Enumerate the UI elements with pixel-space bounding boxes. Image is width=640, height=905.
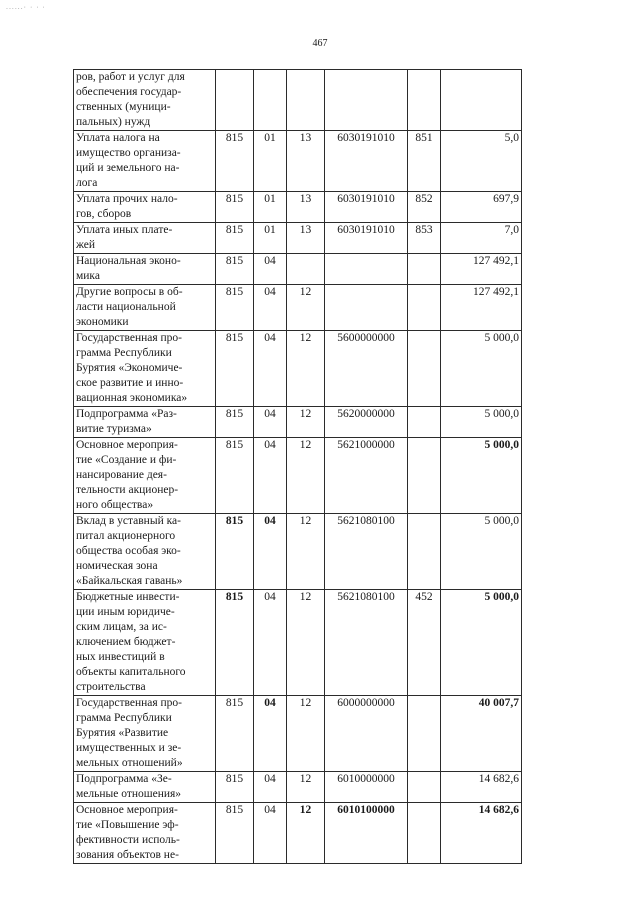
cell-amount: 127 492,1 [441,254,522,285]
cell-target-article-code: 5621000000 [325,438,408,514]
cell-item-name [74,438,216,514]
cell-target-article-code: 5620000000 [325,407,408,438]
item-name-line: ключением бюджет- [76,636,176,648]
cell-target-article-code: 6030191010 [325,131,408,192]
table-row [74,696,522,772]
table-row [74,331,522,407]
item-name-line: мельные отношения» [76,788,182,800]
item-name-line: ции иным юридиче- [76,606,175,618]
cell-expense-type-code: 853 [408,223,441,254]
cell-expense-type-code [408,70,441,131]
cell-subsection-code: 12 [287,590,325,696]
cell-target-article-code: 6030191010 [325,192,408,223]
cell-expense-type-code [408,514,441,590]
item-name-line: мика [76,270,100,282]
item-name-line: общества особая эко- [76,545,181,557]
item-name-line: ного общества» [76,499,154,511]
item-name-line: грамма Республики [76,712,172,724]
table-row [74,590,522,696]
cell-section-code: 01 [254,192,287,223]
cell-expense-type-code: 851 [408,131,441,192]
item-name-line: ных инвестиций в [76,651,165,663]
cell-expense-type-code: 452 [408,590,441,696]
cell-subsection-code: 12 [287,696,325,772]
cell-amount: 697,9 [441,192,522,223]
cell-section-code: 04 [254,590,287,696]
item-name-line: ским лицам, за ис- [76,621,167,633]
cell-item-name [74,514,216,590]
item-name-line: тие «Создание и фи- [76,454,177,466]
cell-amount: 40 007,7 [441,696,522,772]
cell-item-name [74,331,216,407]
item-name-line: Уплата прочих нало- [76,193,178,205]
item-name-line: питал акционерного [76,530,176,542]
item-name-line: ров, работ и услуг для [76,71,185,83]
cell-section-code: 04 [254,696,287,772]
item-name-line: ское развитие и инно- [76,377,184,389]
table-row [74,772,522,803]
cell-target-article-code: 5621080100 [325,590,408,696]
cell-section-code: 04 [254,285,287,331]
cell-item-name [74,131,216,192]
cell-subsection-code: 13 [287,131,325,192]
item-name-line: нансирование дея- [76,469,167,481]
table-row [74,131,522,192]
cell-item-name [74,590,216,696]
cell-expense-type-code: 852 [408,192,441,223]
corner-mark: ......· · · · [6,4,46,11]
item-name-line: вационная экономика» [76,392,188,404]
item-name-line: Подпрограмма «Зе- [76,773,172,785]
item-name-line: ласти национальной [76,301,176,313]
cell-ved-code: 815 [216,803,254,864]
item-name-line: ственных (муници- [76,101,171,113]
cell-section-code: 01 [254,223,287,254]
item-name-line: ций и земельного на- [76,162,180,174]
item-name-line: «Байкальская гавань» [76,575,183,587]
cell-amount: 5 000,0 [441,514,522,590]
cell-ved-code: 815 [216,407,254,438]
table-row [74,254,522,285]
cell-subsection-code: 12 [287,285,325,331]
item-name-line: грамма Республики [76,347,172,359]
cell-expense-type-code [408,438,441,514]
cell-ved-code: 815 [216,223,254,254]
item-name-line: тельности акционер- [76,484,179,496]
cell-ved-code: 815 [216,331,254,407]
cell-amount: 5 000,0 [441,590,522,696]
cell-subsection-code [287,70,325,131]
cell-ved-code: 815 [216,772,254,803]
item-name-line: Бюджетные инвести- [76,591,180,603]
table-row [74,285,522,331]
cell-ved-code: 815 [216,590,254,696]
cell-expense-type-code [408,803,441,864]
cell-subsection-code: 13 [287,192,325,223]
cell-target-article-code: 5600000000 [325,331,408,407]
cell-amount: 5 000,0 [441,438,522,514]
cell-amount: 5,0 [441,131,522,192]
cell-expense-type-code [408,407,441,438]
cell-target-article-code: 6010100000 [325,803,408,864]
cell-ved-code [216,70,254,131]
table-row [74,192,522,223]
item-name-line: строительства [76,681,146,693]
cell-ved-code: 815 [216,285,254,331]
cell-subsection-code: 12 [287,772,325,803]
item-name-line: Основное мероприя- [76,439,178,451]
cell-target-article-code: 6000000000 [325,696,408,772]
item-name-line: зования объектов не- [76,849,179,861]
cell-amount: 14 682,6 [441,772,522,803]
item-name-line: пальных) нужд [76,116,151,128]
cell-subsection-code: 12 [287,803,325,864]
item-name-line: мельных отношений» [76,757,183,769]
cell-expense-type-code [408,331,441,407]
cell-amount: 14 682,6 [441,803,522,864]
cell-ved-code: 815 [216,254,254,285]
cell-item-name [74,192,216,223]
table-row [74,438,522,514]
table-row [74,803,522,864]
table-row [74,70,522,131]
cell-subsection-code: 12 [287,331,325,407]
item-name-line: тие «Повышение эф- [76,819,179,831]
cell-expense-type-code [408,696,441,772]
cell-ved-code: 815 [216,131,254,192]
item-name-line: Бурятия «Экономиче- [76,362,183,374]
budget-table [73,69,522,864]
cell-subsection-code [287,254,325,285]
page-number: 467 [312,38,328,49]
table-row [74,407,522,438]
item-name-line: Подпрограмма «Раз- [76,408,177,420]
cell-section-code: 04 [254,331,287,407]
table-row [74,223,522,254]
cell-target-article-code: 5621080100 [325,514,408,590]
cell-section-code: 01 [254,131,287,192]
cell-subsection-code: 13 [287,223,325,254]
cell-target-article-code: 6030191010 [325,223,408,254]
cell-section-code: 04 [254,772,287,803]
cell-subsection-code: 12 [287,514,325,590]
item-name-line: номическая зона [76,560,158,572]
table-row [74,514,522,590]
cell-amount [441,70,522,131]
item-name-line: фективности исполь- [76,834,180,846]
item-name-line: Национальная эконо- [76,255,181,267]
item-name-line: жей [76,239,96,251]
cell-section-code: 04 [254,254,287,285]
item-name-line: экономики [76,316,129,328]
cell-item-name [74,223,216,254]
cell-subsection-code: 12 [287,407,325,438]
item-name-line: лога [76,177,98,189]
cell-ved-code: 815 [216,514,254,590]
cell-item-name [74,772,216,803]
cell-ved-code: 815 [216,192,254,223]
cell-expense-type-code [408,772,441,803]
cell-target-article-code [325,285,408,331]
cell-amount: 7,0 [441,223,522,254]
item-name-line: Государственная про- [76,697,183,709]
cell-item-name [74,254,216,285]
cell-target-article-code [325,254,408,285]
item-name-line: Бурятия «Развитие [76,727,169,739]
item-name-line: Уплата налога на [76,132,160,144]
item-name-line: Вклад в уставный ка- [76,515,181,527]
cell-ved-code: 815 [216,438,254,514]
item-name-line: Другие вопросы в об- [76,286,183,298]
cell-section-code: 04 [254,438,287,514]
cell-amount: 5 000,0 [441,331,522,407]
cell-section-code [254,70,287,131]
item-name-line: Основное мероприя- [76,804,178,816]
item-name-line: объекты капитального [76,666,186,678]
cell-item-name [74,285,216,331]
cell-target-article-code: 6010000000 [325,772,408,803]
cell-target-article-code [325,70,408,131]
cell-item-name [74,407,216,438]
cell-item-name [74,803,216,864]
cell-amount: 5 000,0 [441,407,522,438]
item-name-line: Государственная про- [76,332,183,344]
item-name-line: имущество организа- [76,147,181,159]
cell-expense-type-code [408,285,441,331]
cell-section-code: 04 [254,514,287,590]
cell-expense-type-code [408,254,441,285]
item-name-line: гов, сборов [76,208,132,220]
cell-item-name [74,70,216,131]
table-body [74,70,522,864]
item-name-line: имущественных и зе- [76,742,182,754]
cell-ved-code: 815 [216,696,254,772]
cell-amount: 127 492,1 [441,285,522,331]
item-name-line: обеспечения государ- [76,86,182,98]
item-name-line: Уплата иных плате- [76,224,173,236]
cell-subsection-code: 12 [287,438,325,514]
item-name-line: витие туризма» [76,423,152,435]
cell-item-name [74,696,216,772]
cell-section-code: 04 [254,407,287,438]
cell-section-code: 04 [254,803,287,864]
